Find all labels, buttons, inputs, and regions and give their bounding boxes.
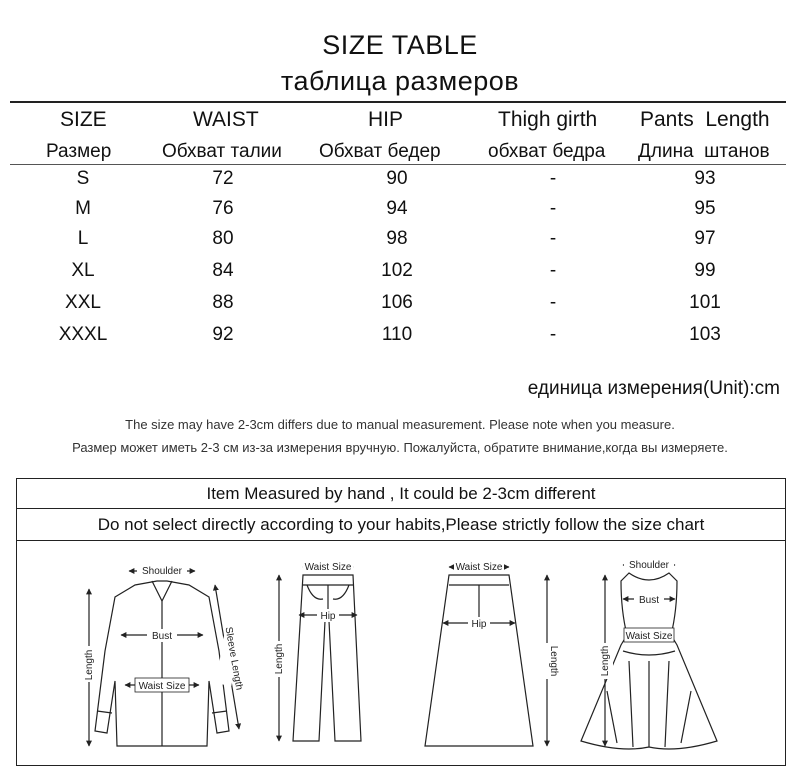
dress-waist-label (624, 628, 674, 642)
table-cell-r3-c3: - (549, 260, 557, 281)
table-cell-r1-c3: - (549, 198, 557, 219)
svg-text:Bust: Bust (638, 595, 660, 606)
table-cell-r1-c0: M (75, 198, 91, 219)
table-cell-r2-c4: 97 (694, 228, 716, 249)
skirt-diagram (425, 567, 547, 746)
table-cell-r1-c1: 76 (212, 198, 234, 219)
shirt-waist-label (135, 678, 189, 692)
shirt-bust-label (147, 629, 177, 642)
note-en: The size may have 2-3cm differs due to manual measurement. Please note when you measure. (125, 417, 675, 432)
svg-text:Length: Length (274, 643, 285, 675)
note-ru: Размер может иметь 2-3 см из-за измерения вручную. Пожалуйста, обратите внимание,когда вы измеряете. (72, 440, 728, 455)
table-cell-r2-c0: L (77, 228, 89, 249)
table-cell-r5-c2: 110 (381, 324, 413, 345)
unit-label: единица измерения(Unit):cm (527, 378, 780, 399)
col-header-hip-ru: Обхват бедер (319, 141, 441, 162)
table-cell-r0-c2: 90 (386, 168, 408, 189)
pants-diagram (279, 567, 361, 741)
svg-text:Shoulder: Shoulder (628, 560, 670, 571)
shirt-shoulder-label (137, 564, 187, 577)
table-cell-r4-c4: 101 (689, 292, 721, 313)
skirt-waist-label (454, 560, 504, 573)
svg-text:Waist Size: Waist Size (304, 562, 352, 573)
dress-shoulder-label (624, 558, 674, 571)
svg-text:Waist Size: Waist Size (455, 562, 503, 573)
table-cell-r3-c1: 84 (212, 260, 234, 281)
garment-diagrams (17, 541, 785, 765)
shirt-length-label (81, 646, 97, 682)
svg-text:Waist Size: Waist Size (138, 681, 186, 692)
table-cell-r5-c4: 103 (689, 324, 721, 345)
pants-waist-label (303, 560, 353, 573)
table-cell-r0-c1: 72 (212, 168, 234, 189)
pants-length-label (271, 641, 287, 677)
col-header-size: SIZE (60, 108, 107, 131)
table-cell-r3-c0: XL (71, 260, 95, 281)
svg-text:Length: Length (548, 645, 559, 677)
svg-text:Bust: Bust (151, 631, 173, 642)
svg-text:Shoulder: Shoulder (141, 566, 183, 577)
table-header-rule (10, 164, 786, 165)
dress-bust-label (634, 593, 664, 606)
col-header-size-ru: Размер (46, 141, 112, 162)
svg-text:Hip: Hip (320, 611, 336, 622)
page-title-ru: таблица размеров (280, 66, 520, 96)
page-title-en: SIZE TABLE (322, 30, 478, 60)
table-cell-r2-c2: 98 (386, 228, 408, 249)
svg-text:Sleeve Length: Sleeve Length (222, 626, 245, 692)
skirt-hip-label (468, 617, 490, 630)
svg-text:Length: Length (600, 645, 611, 677)
box-line-1: Item Measured by hand , It could be 2-3cm different (17, 479, 785, 509)
table-cell-r5-c3: - (549, 324, 557, 345)
table-cell-r1-c2: 94 (386, 198, 408, 219)
table-cell-r3-c2: 102 (381, 260, 413, 281)
dress-length-label (597, 643, 613, 679)
table-cell-r4-c2: 106 (381, 292, 413, 313)
table-cell-r2-c1: 80 (212, 228, 234, 249)
table-cell-r1-c4: 95 (694, 198, 716, 219)
col-header-hip: HIP (368, 108, 404, 131)
col-header-length: Pants Length (640, 108, 770, 131)
skirt-length-label (539, 643, 559, 679)
table-top-rule (10, 101, 786, 103)
svg-text:Hip: Hip (471, 619, 487, 630)
table-cell-r0-c3: - (549, 168, 557, 189)
measurement-box (16, 478, 786, 766)
shirt-diagram (89, 571, 239, 746)
table-cell-r0-c4: 93 (694, 168, 716, 189)
table-cell-r5-c0: XXXL (58, 324, 108, 345)
box-line-2: Do not select directly according to your habits,Please strictly follow the size chart (17, 509, 785, 541)
col-header-thigh-ru: обхват бедра (488, 141, 606, 162)
table-cell-r2-c3: - (549, 228, 557, 249)
pants-hip-label (317, 609, 339, 622)
table-cell-r4-c1: 88 (212, 292, 234, 313)
col-header-length-ru: Длина штанов (638, 141, 770, 162)
svg-text:Length: Length (84, 649, 95, 681)
table-cell-r4-c0: XXL (65, 292, 101, 313)
svg-text:Waist Size: Waist Size (625, 631, 673, 642)
table-cell-r3-c4: 99 (694, 260, 716, 281)
table-cell-r5-c1: 92 (212, 324, 234, 345)
col-header-waist-ru: Обхват талии (162, 141, 282, 162)
col-header-thigh: Thigh girth (498, 108, 598, 131)
table-cell-r4-c3: - (549, 292, 557, 313)
table-cell-r0-c0: S (76, 168, 90, 189)
col-header-waist: WAIST (193, 108, 259, 131)
